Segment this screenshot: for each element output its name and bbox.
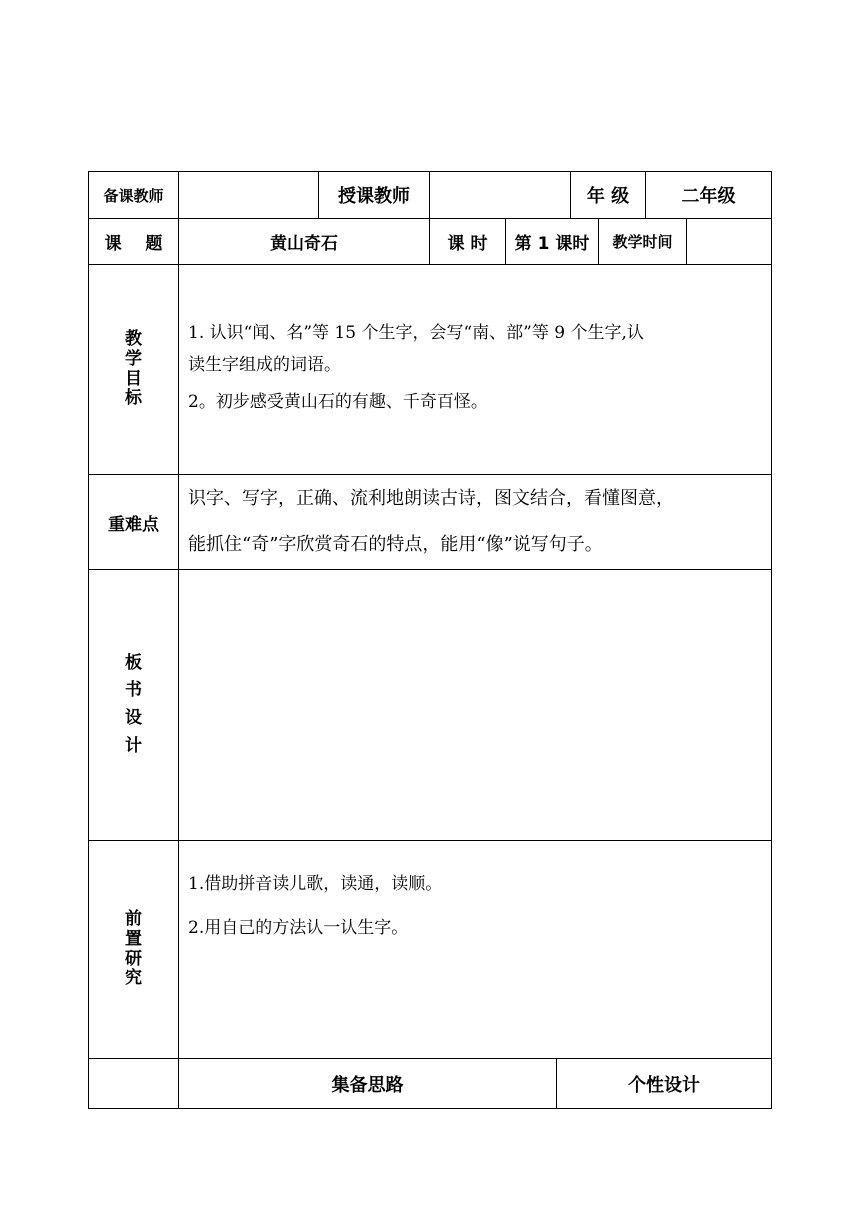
lesson-teacher-value: [430, 172, 570, 218]
period-label: 课 时: [447, 234, 488, 254]
prep-teacher-label: 备课教师: [103, 186, 164, 205]
teaching-time-label: 教学时间: [612, 233, 673, 251]
pre-study-label: [89, 841, 178, 1058]
board-design-content: [179, 570, 771, 840]
board-design-label: [89, 570, 178, 840]
period-value: 第 1 课时: [514, 234, 590, 254]
label-char: 板: [125, 652, 142, 673]
label-char: 设: [125, 708, 142, 728]
label-char: 目: [125, 368, 142, 389]
table-rule: [88, 840, 772, 841]
table-rule: [88, 264, 772, 265]
table-border-right: [771, 171, 772, 1109]
objective-line: 读生字组成的词语。: [188, 355, 341, 375]
pre-study-line: 1.借助拼音读儿歌，读通，读顺。: [188, 874, 443, 894]
table-rule: [88, 474, 772, 475]
teaching-time-value: [687, 219, 771, 264]
grade-value: 二年级: [681, 186, 736, 207]
table-border-bottom: [88, 1108, 772, 1109]
label-char: 标: [125, 388, 142, 409]
personal-design-header: 个性设计: [628, 1074, 700, 1096]
key-points-line: 能抓住“奇”字欣赏奇石的特点，能用“像”说写句子。: [188, 534, 603, 555]
label-char: 学: [125, 348, 142, 369]
key-points-line: 识字、写字，正确、流利地朗读古诗，图文结合，看懂图意，: [188, 488, 674, 509]
label-char: 置: [125, 928, 142, 949]
collective-planning-header: 集备思路: [331, 1074, 404, 1096]
label-char: 书: [125, 680, 142, 701]
lesson-teacher-label: 授课教师: [338, 186, 410, 207]
grade-label: 年 级: [586, 186, 630, 207]
topic-label: 课 题: [104, 234, 163, 254]
objectives-label: [89, 265, 178, 474]
label-char: 教: [125, 329, 142, 350]
topic-value: 黄山奇石: [270, 234, 338, 254]
pre-study-line: 2.用自己的方法认一认生字。: [188, 918, 409, 938]
label-char: 计: [125, 735, 142, 756]
label-char: 前: [125, 909, 142, 930]
prep-teacher-value: [179, 172, 318, 218]
key-points-label: 重难点: [108, 514, 159, 535]
objective-line: 2。初步感受黄山石的有趣、千奇百怪。: [188, 392, 488, 412]
objective-line: 1. 认识“闻、名”等 15 个生字，会写“南、部”等 9 个生字,认: [188, 323, 644, 343]
label-char: 究: [125, 968, 142, 989]
label-char: 研: [125, 948, 142, 969]
